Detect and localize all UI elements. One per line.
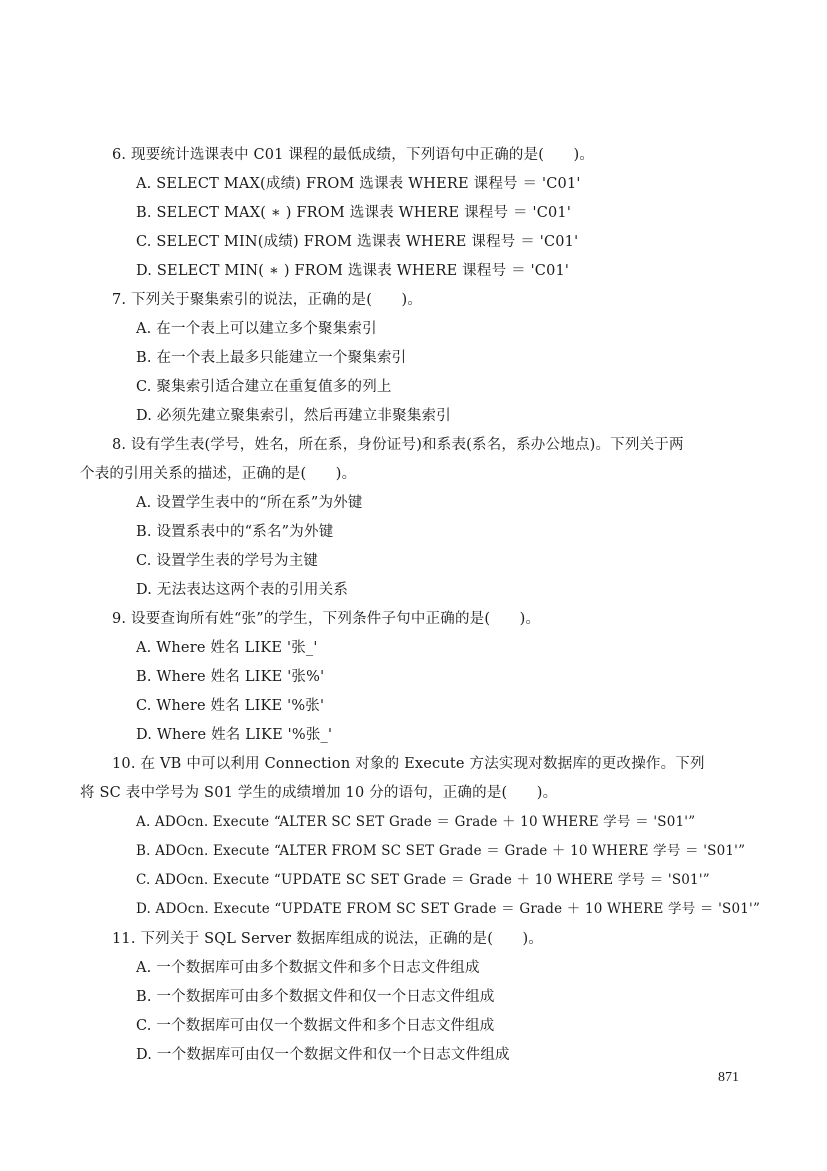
question-7-option-b: B. 在一个表上最多只能建立一个聚集索引 bbox=[136, 350, 407, 366]
question-11-option-c: C. 一个数据库可由仅一个数据文件和多个日志文件组成 bbox=[136, 1018, 495, 1034]
question-11-option-b: B. 一个数据库可由多个数据文件和仅一个日志文件组成 bbox=[136, 989, 495, 1005]
question-6-option-d: D. SELECT MIN( ∗ ) FROM 选课表 WHERE 课程号 ＝ 'C01' bbox=[136, 263, 570, 279]
question-7-option-d: D. 必须先建立聚集索引，然后再建立非聚集索引 bbox=[136, 408, 451, 424]
question-8-stem-continued: 个表的引用关系的描述，正确的是( )。 bbox=[80, 466, 357, 482]
question-10-option-b: B. ADOcn. Execute “ALTER FROM SC SET Grade ＝ Grade ＋ 10 WHERE 学号 ＝ 'S01'” bbox=[136, 843, 746, 859]
question-8-option-c: C. 设置学生表的学号为主键 bbox=[136, 553, 319, 569]
question-11-option-d: D. 一个数据库可由仅一个数据文件和仅一个日志文件组成 bbox=[136, 1047, 510, 1063]
question-6-option-b: B. SELECT MAX( ∗ ) FROM 选课表 WHERE 课程号 ＝ 'C01' bbox=[136, 205, 572, 221]
question-10-option-c: C. ADOcn. Execute “UPDATE SC SET Grade ＝ Grade ＋ 10 WHERE 学号 ＝ 'S01'” bbox=[136, 872, 710, 888]
question-9-option-b: B. Where 姓名 LIKE '张%' bbox=[136, 669, 325, 685]
question-7-option-c: C. 聚集索引适合建立在重复值多的列上 bbox=[136, 379, 392, 395]
question-7-option-a: A. 在一个表上可以建立多个聚集索引 bbox=[136, 321, 377, 337]
question-9-option-d: D. Where 姓名 LIKE '%张_' bbox=[136, 727, 333, 743]
question-6-option-a: A. SELECT MAX(成绩) FROM 选课表 WHERE 课程号 ＝ 'C01' bbox=[136, 176, 581, 192]
question-9-stem: 9. 设要查询所有姓“张”的学生，下列条件子句中正确的是( )。 bbox=[112, 611, 541, 627]
question-10-stem-continued: 将 SC 表中学号为 S01 学生的成绩增加 10 分的语句，正确的是( )。 bbox=[80, 785, 558, 801]
question-10-option-d: D. ADOcn. Execute “UPDATE FROM SC SET Grade ＝ Grade ＋ 10 WHERE 学号 ＝ 'S01'” bbox=[136, 901, 761, 917]
question-11-stem: 11. 下列关于 SQL Server 数据库组成的说法，正确的是( )。 bbox=[112, 931, 544, 947]
question-8-option-a: A. 设置学生表中的“所在系”为外键 bbox=[136, 495, 363, 511]
question-6-option-c: C. SELECT MIN(成绩) FROM 选课表 WHERE 课程号 ＝ 'C01' bbox=[136, 234, 579, 250]
question-11-option-a: A. 一个数据库可由多个数据文件和多个日志文件组成 bbox=[136, 960, 480, 976]
question-9-option-c: C. Where 姓名 LIKE '%张' bbox=[136, 698, 325, 714]
question-10-stem: 10. 在 VB 中可以利用 Connection 对象的 Execute 方法实现对数据库的更改操作。下列 bbox=[112, 756, 705, 772]
question-8-option-b: B. 设置系表中的“系名”为外键 bbox=[136, 524, 334, 540]
question-10-option-a: A. ADOcn. Execute “ALTER SC SET Grade ＝ Grade ＋ 10 WHERE 学号 ＝ 'S01'” bbox=[136, 814, 696, 830]
question-9-option-a: A. Where 姓名 LIKE '张_' bbox=[136, 640, 318, 656]
question-8-stem: 8. 设有学生表(学号，姓名，所在系，身份证号)和系表(系名，系办公地点)。下列关于两 bbox=[112, 437, 684, 453]
question-8-option-d: D. 无法表达这两个表的引用关系 bbox=[136, 582, 349, 598]
page-number: 871 bbox=[718, 1070, 739, 1085]
question-7-stem: 7. 下列关于聚集索引的说法，正确的是( )。 bbox=[112, 292, 423, 308]
question-6-stem: 6. 现要统计选课表中 C01 课程的最低成绩，下列语句中正确的是( )。 bbox=[112, 147, 595, 163]
